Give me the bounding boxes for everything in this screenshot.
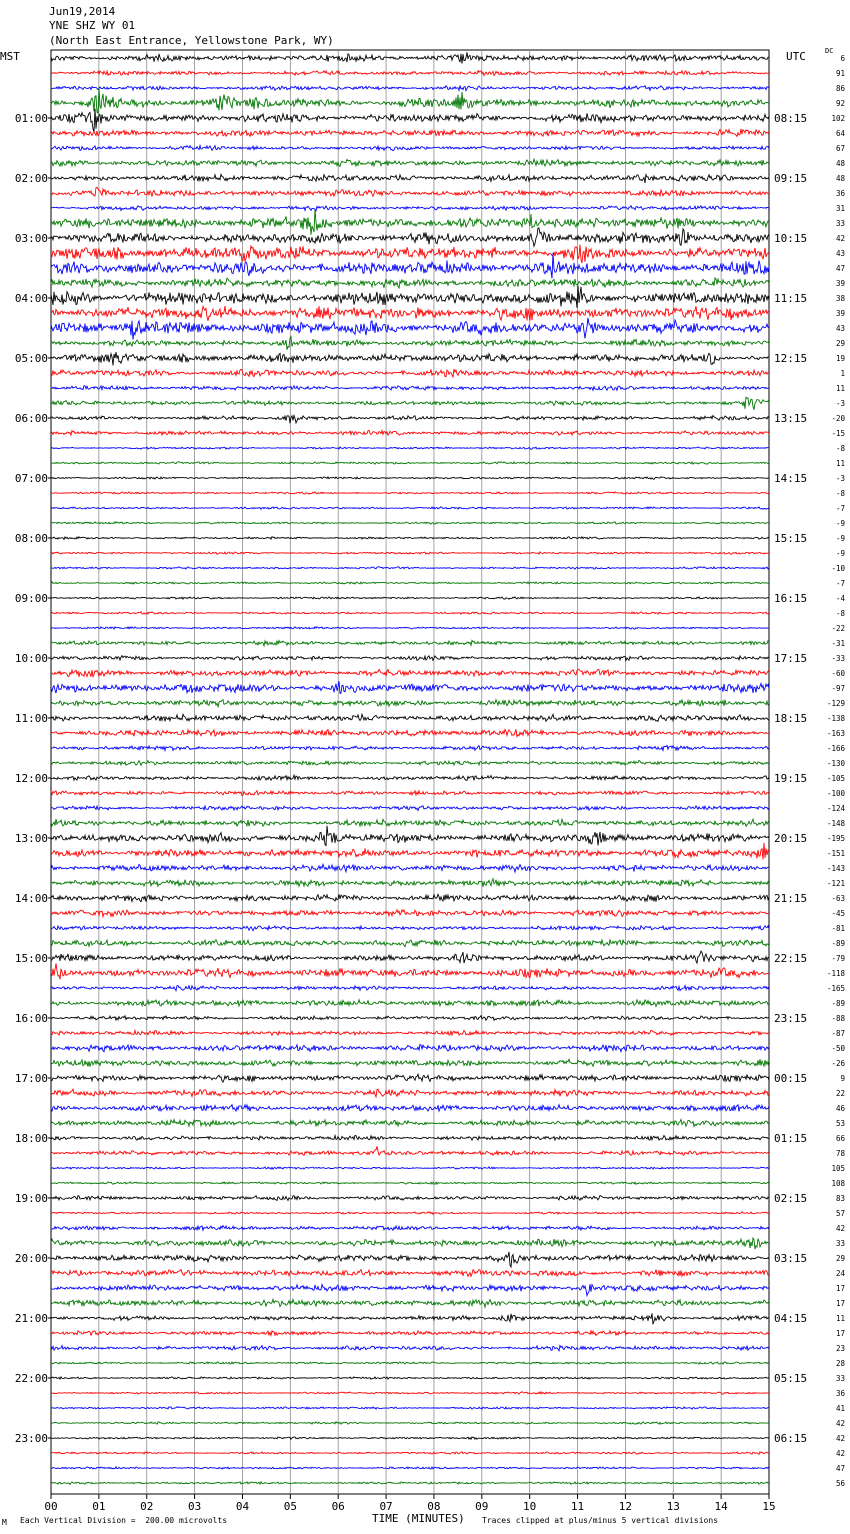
corner-mark: M xyxy=(2,1518,7,1527)
trace-line xyxy=(51,129,769,137)
trace-line xyxy=(51,775,769,780)
mst-hour-label: 04:00 xyxy=(14,292,48,305)
trace-line xyxy=(51,447,769,449)
dc-offset-label: 29 xyxy=(835,1254,845,1263)
trace-group xyxy=(51,52,769,1484)
dc-offset-label: -130 xyxy=(826,759,845,768)
dc-offset-label: 17 xyxy=(835,1329,845,1338)
x-tick-label: 07 xyxy=(379,1500,393,1513)
dc-offset-label: 39 xyxy=(835,279,845,288)
utc-hour-label: 00:15 xyxy=(774,1072,808,1085)
dc-offset-label: -81 xyxy=(831,924,845,933)
dc-offset-label: -9 xyxy=(835,534,845,543)
trace-line xyxy=(51,760,769,765)
trace-line xyxy=(51,1074,769,1082)
trace-line xyxy=(51,146,769,151)
trace-line xyxy=(51,278,769,288)
x-tick-label: 15 xyxy=(762,1500,776,1513)
trace-line xyxy=(51,894,769,902)
utc-hour-label: 08:15 xyxy=(774,112,808,125)
x-tick-label: 09 xyxy=(475,1500,489,1513)
trace-line xyxy=(51,1313,769,1324)
trace-line xyxy=(51,1089,769,1097)
utc-hour-label: 15:15 xyxy=(774,532,808,545)
dc-offset-label: 11 xyxy=(835,1314,845,1323)
utc-hour-label: 12:15 xyxy=(774,352,808,365)
x-tick-label: 03 xyxy=(187,1500,202,1513)
trace-line xyxy=(51,462,769,464)
dc-offset-label: 39 xyxy=(835,309,845,318)
trace-line xyxy=(51,206,769,211)
dc-offset-label: -4 xyxy=(835,594,845,603)
dc-offset-label: 57 xyxy=(835,1209,845,1218)
trace-line xyxy=(51,1167,769,1169)
dc-offset-label: -50 xyxy=(831,1044,845,1053)
trace-line xyxy=(51,159,769,166)
trace-line xyxy=(51,1226,769,1231)
dc-offset-label: 67 xyxy=(835,144,845,153)
trace-line xyxy=(51,477,769,480)
trace-line xyxy=(51,1392,769,1395)
trace-line xyxy=(51,1452,769,1455)
dc-offset-label: 42 xyxy=(835,1434,845,1443)
dc-offset-label: -163 xyxy=(826,729,845,738)
utc-hour-label: 14:15 xyxy=(774,472,808,485)
dc-offset-label: -151 xyxy=(826,849,845,858)
utc-hour-label: 05:15 xyxy=(774,1372,808,1385)
dc-offset-label: -26 xyxy=(831,1059,845,1068)
dc-offset-label: 83 xyxy=(835,1194,845,1203)
trace-line xyxy=(51,1422,769,1425)
trace-line xyxy=(51,507,769,510)
dc-offset-label: 36 xyxy=(835,1389,845,1398)
trace-line xyxy=(51,397,769,410)
dc-offset-label: 41 xyxy=(835,1404,845,1413)
dc-offset-label: 47 xyxy=(835,1464,845,1473)
trace-line xyxy=(51,87,769,113)
dc-offset-label: 53 xyxy=(835,1119,845,1128)
mst-hour-label: 07:00 xyxy=(14,472,48,485)
trace-line xyxy=(51,1182,769,1185)
mst-hour-label: 16:00 xyxy=(14,1012,48,1025)
dc-offset-label: -8 xyxy=(835,489,845,498)
dc-offset-label: -8 xyxy=(835,444,845,453)
dc-offset-label: -143 xyxy=(826,864,845,873)
utc-axis-label: UTC xyxy=(786,50,806,63)
dc-offset-label: 42 xyxy=(835,234,845,243)
dc-offset-label: 91 xyxy=(835,69,845,78)
trace-line xyxy=(51,791,769,796)
dc-offset-label: -100 xyxy=(826,789,845,798)
trace-line xyxy=(51,1252,769,1267)
trace-line xyxy=(51,963,769,979)
trace-line xyxy=(51,1135,769,1140)
trace-line xyxy=(51,819,769,826)
dc-offset-label: 36 xyxy=(835,189,845,198)
trace-line xyxy=(51,1044,769,1052)
trace-line xyxy=(51,612,769,615)
trace-line xyxy=(51,843,769,860)
utc-hour-label: 16:15 xyxy=(774,592,808,605)
dc-offset-label: -195 xyxy=(826,834,845,843)
trace-line xyxy=(51,109,769,133)
trace-line xyxy=(51,210,769,235)
dc-offset-label: 33 xyxy=(835,219,845,228)
mst-hour-label: 18:00 xyxy=(14,1132,48,1145)
dc-offset-label: 11 xyxy=(835,459,845,468)
dc-offset-label: 42 xyxy=(835,1449,845,1458)
dc-offset-label: 105 xyxy=(831,1164,845,1173)
utc-hour-label: 18:15 xyxy=(774,712,808,725)
dc-offset-label: -3 xyxy=(835,399,845,408)
trace-line xyxy=(51,318,769,340)
mst-hour-label: 02:00 xyxy=(14,172,48,185)
mst-hour-label: 17:00 xyxy=(14,1072,48,1085)
x-tick-label: 08 xyxy=(427,1500,441,1513)
utc-hour-label: 01:15 xyxy=(774,1132,808,1145)
grid-lines xyxy=(48,50,769,1499)
trace-line xyxy=(51,228,769,246)
dc-offset-label: -148 xyxy=(826,819,845,828)
trace-line xyxy=(51,1212,769,1215)
dc-offset-label: 102 xyxy=(831,114,845,123)
trace-line xyxy=(51,1030,769,1035)
x-tick-label: 04 xyxy=(235,1500,250,1513)
dc-offset-label: -8 xyxy=(835,609,845,618)
trace-line xyxy=(51,1299,769,1307)
dc-offset-label: 28 xyxy=(835,1359,845,1368)
trace-line xyxy=(51,939,769,946)
trace-line xyxy=(51,910,769,917)
dc-offset-label: 48 xyxy=(835,159,845,168)
scale-note: Each Vertical Division = 200.00 microvolts xyxy=(20,1516,228,1525)
trace-line xyxy=(51,492,769,494)
trace-line xyxy=(51,746,769,751)
trace-line xyxy=(51,864,769,872)
dc-label: DC xyxy=(825,47,834,55)
mst-hour-label: 15:00 xyxy=(14,952,48,965)
x-tick-label: 14 xyxy=(714,1500,728,1513)
dc-offset-label: 42 xyxy=(835,1419,845,1428)
dc-offset-label: 6 xyxy=(840,54,845,63)
dc-offset-label: -118 xyxy=(826,969,845,978)
dc-offset-label: 86 xyxy=(835,84,845,93)
dc-offset-label: -89 xyxy=(831,939,845,948)
trace-line xyxy=(51,1238,769,1249)
dc-offset-label: -124 xyxy=(826,804,845,813)
mst-hour-label: 05:00 xyxy=(14,352,48,365)
dc-offset-label: -9 xyxy=(835,519,845,528)
trace-line xyxy=(51,1016,769,1021)
dc-offset-label: 24 xyxy=(835,1269,845,1278)
trace-line xyxy=(51,1270,769,1277)
trace-line xyxy=(51,537,769,540)
trace-line xyxy=(51,1146,769,1155)
trace-line xyxy=(51,926,769,931)
mst-hour-label: 08:00 xyxy=(14,532,48,545)
trace-line xyxy=(51,1284,769,1295)
dc-offset-label: 42 xyxy=(835,1224,845,1233)
dc-offset-label: -7 xyxy=(835,579,845,588)
utc-hour-label: 03:15 xyxy=(774,1252,808,1265)
mst-hour-label: 01:00 xyxy=(14,112,48,125)
trace-line xyxy=(51,951,769,963)
dc-offset-label: 56 xyxy=(835,1479,845,1488)
dc-offset-label: 48 xyxy=(835,174,845,183)
mst-hour-label: 22:00 xyxy=(14,1372,48,1385)
mst-hour-label: 06:00 xyxy=(14,412,48,425)
trace-line xyxy=(51,826,769,846)
trace-line xyxy=(51,1120,769,1127)
date-label: Jun19,2014 xyxy=(49,5,116,18)
trace-line xyxy=(51,1059,769,1067)
dc-offset-label: 78 xyxy=(835,1149,845,1158)
dc-offset-label: 43 xyxy=(835,249,845,258)
dc-offset-label: 43 xyxy=(835,324,845,333)
dc-offset-label: -138 xyxy=(826,714,845,723)
dc-offset-label: -10 xyxy=(831,564,845,573)
mst-hour-label: 13:00 xyxy=(14,832,48,845)
trace-line xyxy=(51,640,769,645)
trace-line xyxy=(51,1467,769,1469)
dc-offset-label: 29 xyxy=(835,339,845,348)
trace-line xyxy=(51,52,769,63)
dc-offset-label: -7 xyxy=(835,504,845,513)
trace-line xyxy=(51,597,769,599)
trace-line xyxy=(51,1407,769,1409)
mst-hour-label: 14:00 xyxy=(14,892,48,905)
mst-hour-label: 21:00 xyxy=(14,1312,48,1325)
clip-note: Traces clipped at plus/minus 5 vertical divisions xyxy=(482,1516,719,1525)
dc-offset-label: 1 xyxy=(840,369,845,378)
trace-line xyxy=(51,656,769,661)
x-axis-title: TIME (MINUTES) xyxy=(372,1512,465,1525)
x-tick-label: 12 xyxy=(618,1500,633,1513)
trace-line xyxy=(51,71,769,76)
trace-line xyxy=(51,700,769,707)
x-tick-label: 13 xyxy=(666,1500,680,1513)
dc-offset-label: 38 xyxy=(835,294,845,303)
trace-line xyxy=(51,986,769,991)
dc-offset-label: 17 xyxy=(835,1284,845,1293)
trace-line xyxy=(51,286,769,308)
utc-hour-label: 21:15 xyxy=(774,892,808,905)
mst-hour-label: 20:00 xyxy=(14,1252,48,1265)
trace-line xyxy=(51,1377,769,1380)
trace-line xyxy=(51,1437,769,1439)
dc-offset-label: 9 xyxy=(840,1074,845,1083)
x-tick-label: 05 xyxy=(283,1500,297,1513)
dc-offset-label: 19 xyxy=(835,354,845,363)
trace-line xyxy=(51,714,769,721)
dc-offset-label: -9 xyxy=(835,549,845,558)
dc-offset-label: 31 xyxy=(835,204,845,213)
trace-line xyxy=(51,567,769,569)
utc-hour-label: 09:15 xyxy=(774,172,808,185)
trace-line xyxy=(51,806,769,811)
trace-line xyxy=(51,522,769,524)
dc-offset-label: 33 xyxy=(835,1374,845,1383)
dc-offset-label: 92 xyxy=(835,99,845,108)
trace-line xyxy=(51,174,769,183)
dc-offset-label: 17 xyxy=(835,1299,845,1308)
mst-hour-label: 03:00 xyxy=(14,232,48,245)
dc-offset-label: 66 xyxy=(835,1134,845,1143)
mst-hour-label: 10:00 xyxy=(14,652,48,665)
utc-hour-label: 11:15 xyxy=(774,292,808,305)
trace-line xyxy=(51,245,769,263)
dc-offset-label: 108 xyxy=(831,1179,845,1188)
x-tick-label: 00 xyxy=(44,1500,58,1513)
dc-offset-label: 11 xyxy=(835,384,845,393)
mst-hour-label: 19:00 xyxy=(14,1192,48,1205)
dc-offset-label: 23 xyxy=(835,1344,845,1353)
trace-line xyxy=(51,1105,769,1112)
dc-offset-label: -33 xyxy=(831,654,845,663)
trace-line xyxy=(51,187,769,196)
utc-hour-label: 02:15 xyxy=(774,1192,808,1205)
trace-line xyxy=(51,86,769,91)
dc-offset-label: -121 xyxy=(826,879,845,888)
dc-offset-label: -88 xyxy=(831,1014,845,1023)
mst-hour-label: 11:00 xyxy=(14,712,48,725)
station-label: YNE SHZ WY 01 xyxy=(49,19,136,32)
x-tick-label: 02 xyxy=(140,1500,154,1513)
trace-line xyxy=(51,369,769,377)
utc-hour-label: 06:15 xyxy=(774,1432,808,1445)
trace-line xyxy=(51,669,769,677)
trace-line xyxy=(51,386,769,391)
trace-line xyxy=(51,352,769,365)
dc-offset-label: -89 xyxy=(831,999,845,1008)
mst-hour-label: 09:00 xyxy=(14,592,48,605)
utc-hour-label: 20:15 xyxy=(774,832,808,845)
trace-line xyxy=(51,337,769,350)
trace-line xyxy=(51,1482,769,1485)
plot-frame xyxy=(51,50,769,1494)
trace-line xyxy=(51,627,769,629)
dc-offset-label: 64 xyxy=(835,129,845,138)
utc-hour-label: 23:15 xyxy=(774,1012,808,1025)
trace-line xyxy=(51,1331,769,1336)
dc-offset-label: 46 xyxy=(835,1104,845,1113)
dc-offset-label: 33 xyxy=(835,1239,845,1248)
dc-offset-label: -166 xyxy=(826,744,845,753)
trace-line xyxy=(51,1196,769,1201)
trace-line xyxy=(51,306,769,321)
dc-offset-label: -15 xyxy=(831,429,845,438)
x-tick-label: 01 xyxy=(92,1500,106,1513)
dc-offset-label: -22 xyxy=(831,624,845,633)
trace-line xyxy=(51,430,769,435)
x-tick-label: 06 xyxy=(331,1500,345,1513)
utc-hour-label: 19:15 xyxy=(774,772,808,785)
dc-offset-label: -60 xyxy=(831,669,845,678)
trace-line xyxy=(51,1000,769,1007)
dc-offset-label: -129 xyxy=(826,699,845,708)
dc-offset-label: -45 xyxy=(831,909,845,918)
dc-offset-label: -20 xyxy=(831,414,845,423)
location-label: (North East Entrance, Yellowstone Park, WY) xyxy=(49,34,334,47)
mst-hour-label: 23:00 xyxy=(14,1432,48,1445)
utc-hour-label: 04:15 xyxy=(774,1312,808,1325)
dc-offset-label: -165 xyxy=(826,984,845,993)
mst-axis-label: MST xyxy=(0,50,20,63)
trace-line xyxy=(51,879,769,887)
dc-offset-label: 22 xyxy=(835,1089,845,1098)
trace-line xyxy=(51,729,769,736)
dc-offset-label: -63 xyxy=(831,894,845,903)
x-tick-label: 11 xyxy=(570,1500,585,1513)
trace-line xyxy=(51,552,769,554)
x-tick-label: 10 xyxy=(523,1500,537,1513)
dc-offset-label: -105 xyxy=(826,774,845,783)
trace-line xyxy=(51,1362,769,1364)
utc-hour-label: 13:15 xyxy=(774,412,808,425)
utc-hour-label: 17:15 xyxy=(774,652,808,665)
trace-line xyxy=(51,681,769,693)
dc-offset-label: -79 xyxy=(831,954,845,963)
trace-line xyxy=(51,582,769,584)
trace-line xyxy=(51,416,769,424)
trace-line xyxy=(51,1346,769,1351)
mst-hour-label: 12:00 xyxy=(14,772,48,785)
utc-hour-label: 10:15 xyxy=(774,232,808,245)
dc-offset-label: -31 xyxy=(831,639,845,648)
dc-offset-label: 47 xyxy=(835,264,845,273)
utc-hour-label: 22:15 xyxy=(774,952,808,965)
dc-offset-label: -87 xyxy=(831,1029,845,1038)
dc-offset-label: -3 xyxy=(835,474,845,483)
dc-offset-label: -97 xyxy=(831,684,845,693)
